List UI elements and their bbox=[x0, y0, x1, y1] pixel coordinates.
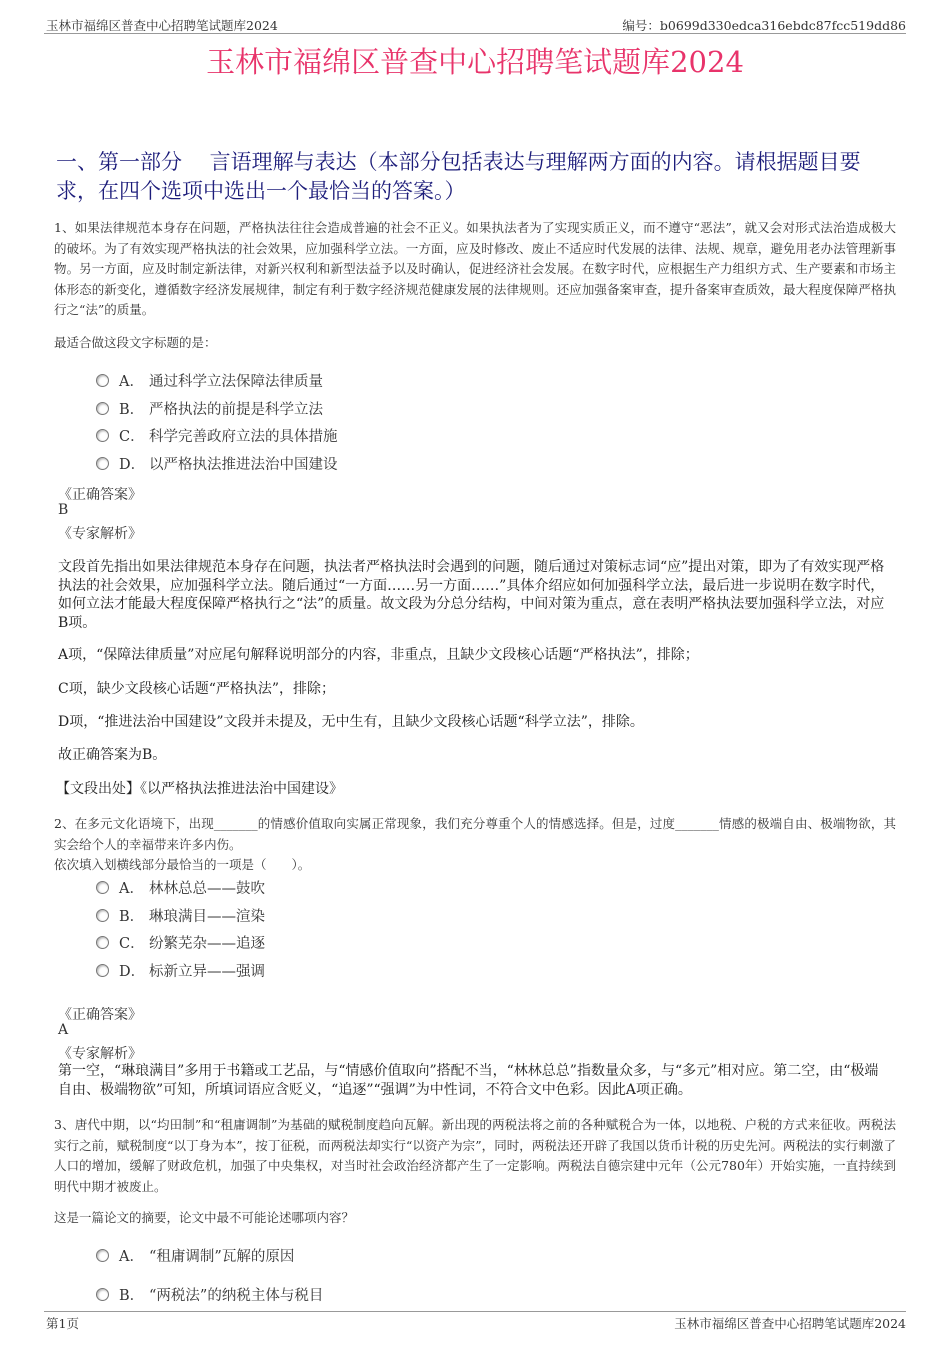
q1-answer: B bbox=[58, 502, 69, 518]
q3-option-b[interactable]: B． “两税法”的纳税主体与税目 bbox=[96, 1284, 323, 1305]
radio-icon[interactable] bbox=[96, 1288, 109, 1301]
header-title: 玉林市福绵区普查中心招聘笔试题库2024 bbox=[46, 18, 278, 33]
question-3-prompt: 这是一篇论文的摘要，论文中最不可能论述哪项内容？ bbox=[54, 1210, 355, 1225]
question-1-text: 1、如果法律规范本身存在问题，严格执法往往会造成普遍的社会不正义。如果执法者为了实现实质正义，而不遵守“恶法”，就又会对形式法治造成极大的破坏。为了有效实现严格执法的社会效果，应加强科学立法。一方面，应及时修改、废止不适应时代发展的法律、法规、规章，避免用老办法管理新事物。另一方面，应及时制定新法律，对新兴权利和新型法益予以及时确认，促进经济社会发展。在数字时代，应根据生产力组织方式、生产要素和市场主体形态的新变化，遵循数字经济发展规律，制定有利于数字经济规范健康发展的法律规则。还应加强备案审查，提升备案审查质效，最大程度保障严格执行之“法”的质量。 bbox=[54, 220, 896, 318]
q2-analysis: 第一空，“琳琅满目”多用于书籍或工艺品，与“情感价值取向”搭配不当，“林林总总”指数量众多，与“多元”相对应。第二空，由“极端自由、极端物欲”可知，所填词语应含贬义，“追逐”“强调”为中性词，不符合文中色彩。因此A项正确。 bbox=[58, 1063, 879, 1098]
q1-option-d[interactable]: D． 以严格执法推进法治中国建设 bbox=[96, 453, 338, 474]
question-2-text: 2、在多元文化语境下，出现_______的情感价值取向实属正常现象，我们充分尊重个人的情感选择。但是，过度_______情感的极端自由、极端物欲，其实会给个人的幸福带来许多内伤。 bbox=[54, 816, 896, 852]
q1-source: 【文段出处】《以严格执法推进法治中国建设》 bbox=[56, 781, 343, 797]
q2-answer-label: 《正确答案》 bbox=[58, 1007, 142, 1023]
footer-divider bbox=[44, 1311, 906, 1312]
page-number: 第1页 bbox=[46, 1316, 79, 1331]
radio-icon[interactable] bbox=[96, 964, 109, 977]
q1-option-a[interactable]: A． 通过科学立法保障法律质量 bbox=[96, 370, 323, 391]
radio-icon[interactable] bbox=[96, 374, 109, 387]
q1-answer-label: 《正确答案》 bbox=[58, 487, 142, 503]
q3-option-a[interactable]: A． “租庸调制”瓦解的原因 bbox=[96, 1245, 294, 1266]
q2-option-c[interactable]: C． 纷繁芜杂——追逐 bbox=[96, 932, 265, 953]
radio-icon[interactable] bbox=[96, 936, 109, 949]
section-heading: 一、第一部分 言语理解与表达（本部分包括表达与理解两方面的内容。请根据题目要求，在四个选项中选出一个最恰当的答案。） bbox=[56, 150, 861, 203]
header-divider bbox=[44, 33, 906, 34]
q2-option-b[interactable]: B． 琳琅满目——渲染 bbox=[96, 905, 265, 926]
question-3-text: 3、唐代中期，以“均田制”和“租庸调制”为基础的赋税制度趋向瓦解。新出现的两税法将之前的各种赋税合为一体，以地税、户税的方式来征收。两税法实行之前，赋税制度“以丁身为本”，按丁征税，而两税法却实行“以资产为宗”，同时，两税法还开辟了我国以货币计税的历史先河。两税法的实行刺激了人口的增加，缓解了财政危机，加强了中央集权，对当时社会政治经济都产生了一定影响。两税法自德宗建中元年（公元780年）开始实施，一直持续到明代中期才被废止。 bbox=[54, 1117, 896, 1194]
radio-icon[interactable] bbox=[96, 457, 109, 470]
q2-option-d[interactable]: D． 标新立异——强调 bbox=[96, 960, 265, 981]
q1-analysis-a: A项，“保障法律质量”对应尾句解释说明部分的内容，非重点，且缺少文段核心话题“严格执法”，排除； bbox=[58, 647, 699, 663]
q1-option-c[interactable]: C． 科学完善政府立法的具体措施 bbox=[96, 425, 338, 446]
page-title: 玉林市福绵区普查中心招聘笔试题库2024 bbox=[206, 45, 744, 79]
q2-analysis-label: 《专家解析》 bbox=[58, 1046, 142, 1062]
q2-answer: A bbox=[58, 1022, 69, 1038]
header-doc-id: 编号：b0699d330edca316ebdc87fcc519dd86 bbox=[622, 18, 906, 33]
radio-icon[interactable] bbox=[96, 1249, 109, 1262]
q1-analysis-main: 文段首先指出如果法律规范本身存在问题，执法者严格执法时会遇到的问题，随后通过对策标志词“应”提出对策，即为了有效实现严格执法的社会效果，应加强科学立法。随后通过“一方面……另一方面……”具体介绍应如何加强科学立法，最后进一步说明在数字时代，如何立法才能最大程度保障严格执行之“法”的质量。故文段为分总分结构，中间对策为重点，意在表明严格执法要加强科学立法，对应B项。 bbox=[58, 559, 885, 631]
radio-icon[interactable] bbox=[96, 909, 109, 922]
radio-icon[interactable] bbox=[96, 402, 109, 415]
footer-title: 玉林市福绵区普查中心招聘笔试题库2024 bbox=[674, 1316, 906, 1331]
q2-option-a[interactable]: A． 林林总总——鼓吹 bbox=[96, 877, 265, 898]
q1-analysis-c: C项，缺少文段核心话题“严格执法”，排除； bbox=[58, 681, 336, 697]
q1-conclusion: 故正确答案为B。 bbox=[58, 747, 167, 763]
q1-analysis-d: D项，“推进法治中国建设”文段并未提及，无中生有，且缺少文段核心话题“科学立法”，排除。 bbox=[58, 714, 644, 730]
question-1-prompt: 最适合做这段文字标题的是： bbox=[54, 335, 217, 350]
question-2-prompt: 依次填入划横线部分最恰当的一项是（ ）。 bbox=[54, 857, 311, 872]
radio-icon[interactable] bbox=[96, 881, 109, 894]
q1-option-b[interactable]: B． 严格执法的前提是科学立法 bbox=[96, 398, 323, 419]
radio-icon[interactable] bbox=[96, 429, 109, 442]
q1-analysis-label: 《专家解析》 bbox=[58, 526, 142, 542]
